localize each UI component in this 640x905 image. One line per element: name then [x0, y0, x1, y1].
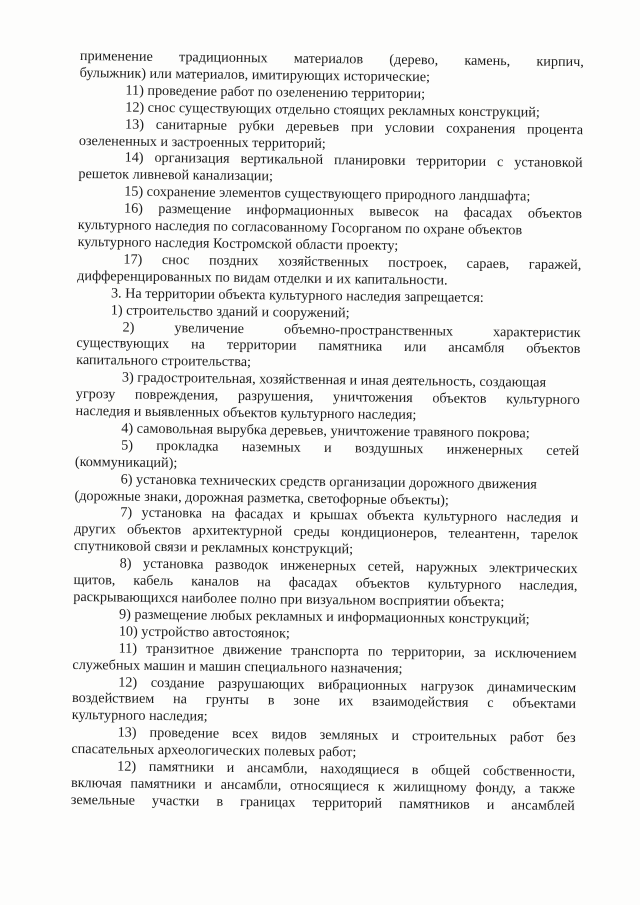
text-line-22: наследия и выявленных объектов культурного наследия;	[75, 403, 417, 424]
text-line-19: капитального строительства;	[76, 352, 252, 371]
text-line-23: 4) самовольная вырубка деревьев, уничтожение травяного покрова;	[121, 420, 530, 442]
text-line-33: раскрывающихся наиболее полно при визуальном восприятии объекта;	[73, 588, 505, 611]
text-line-37: служебных машин и машин специального назначения;	[72, 656, 403, 677]
text-line-38: 12) создание разрушающих вибрационных нагрузок динамическим	[118, 674, 577, 696]
text-line-27: (дорожные знаки, дорожная разметка, светофорные объекты);	[74, 487, 449, 509]
text-line-35: 10) устройство автостоянок;	[118, 623, 290, 642]
text-line-41: 13) проведение всех видов земляных и строительных работ без	[117, 724, 576, 747]
text-line-10: 16) размещение информационных вывесок на фасадах объектов	[123, 200, 583, 223]
document-body	[71, 48, 584, 815]
text-line-32: щитов, кабель каналов на фасадах объектов культурного наследия,	[73, 572, 578, 595]
text-line-24: 5) прокладка наземных и воздушных инженерных сетей	[121, 437, 580, 459]
text-line-31: 8) установка разводок инженерных сетей, наружных электрических	[119, 555, 578, 578]
text-line-11: культурного наследия по согласованному Госорганом по охране объектов	[77, 217, 523, 239]
text-line-6: озелененных и застроенных территорий;	[78, 132, 326, 152]
text-line-40: культурного наследия;	[71, 707, 208, 725]
text-line-12: культурного наследия Костромской области проекту;	[77, 233, 399, 254]
text-line-45: земельные участки в границах территорий памятников и ансамблей	[70, 791, 575, 814]
text-line-20: 3) градостроительная, хозяйственная и иная деятельность, создающая	[121, 369, 547, 391]
text-line-9: 15) сохранение элементов существующего природного ландшафта;	[124, 183, 531, 205]
text-line-26: 6) установка технических средств организации дорожного движения	[120, 471, 537, 493]
text-line-1: применение традиционных материалов (дерево, камень, кирпич,	[79, 48, 584, 71]
text-line-7: 14) организация вертикальной планировки территории с установкой	[124, 149, 583, 172]
text-line-42: спасательных археологических полевых работ;	[71, 741, 357, 761]
text-line-3: 11) проведение работ по озеленению территории;	[125, 82, 426, 103]
text-line-5: 13) санитарные рубки деревьев при условии сохранения процента	[124, 116, 584, 138]
text-line-21: угрозу повреждения, разрушения, уничтожения объектов культурного	[75, 386, 580, 409]
text-line-8: решеток ливневой канализации;	[78, 166, 274, 185]
text-line-34: 9) размещение любых рекламных и информационных конструкций;	[118, 606, 530, 628]
text-line-30: спутниковой связи и рекламных конструкций;	[73, 538, 354, 558]
text-line-39: воздействием на грунты в зоне их взаимодействия с объектами	[71, 690, 577, 713]
text-line-16: 1) строительство зданий и сооружений;	[110, 301, 350, 321]
text-line-43: 12) памятники и ансамбли, находящиеся в общей собственности,	[117, 758, 576, 781]
text-line-17: 2) увеличение объемно-пространственных характеристик	[122, 319, 581, 341]
text-line-15: 3. На территории объекта культурного наследия запрещается:	[110, 285, 484, 306]
text-line-25: (коммуникаций);	[74, 453, 178, 471]
text-line-13: 17) снос поздних хозяйственных построек, сараев, гаражей,	[123, 251, 582, 274]
text-line-29: других объектов архитектурной среды кондиционеров, телеантенн, тарелок	[74, 521, 579, 544]
text-line-28: 7) установка на фасадах и крышах объекта культурного наследия и	[120, 504, 579, 527]
text-line-18: существующих на территории памятника или ансамбля объектов	[76, 335, 581, 358]
text-line-44: включая памятники и ансамбли, относящиеся к жилищному фонду, а также	[70, 774, 576, 798]
text-line-4: 12) снос существующих отдельно стоящих рекламных конструкций;	[125, 99, 540, 121]
text-line-14: дифференцированных по видам отделки и их капитальности.	[77, 267, 448, 289]
text-line-2: булыжник) или материалов, имитирующих исторические;	[79, 64, 431, 86]
text-line-36: 11) транзитное движение транспорта по территории, за исключением	[118, 640, 577, 662]
